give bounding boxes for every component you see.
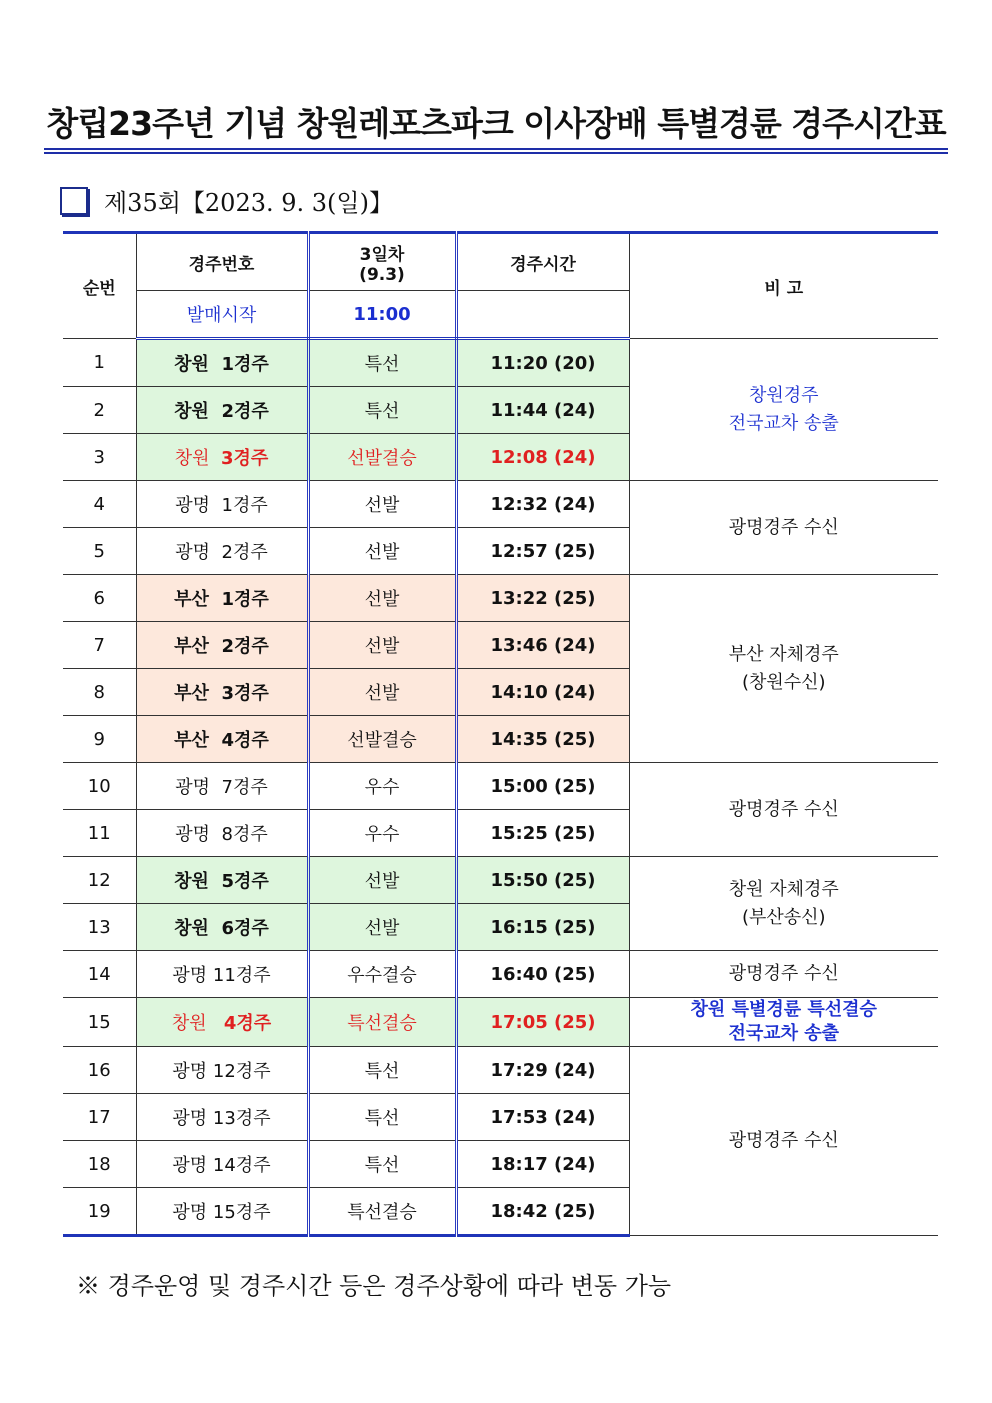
table-header-row <box>63 233 938 291</box>
race-grade: 선발 <box>308 575 456 622</box>
race-grade: 특선결승 <box>308 1188 456 1236</box>
race-grade: 선발 <box>308 528 456 575</box>
race-grade: 우수결승 <box>308 951 456 998</box>
row-number: 12 <box>63 857 136 904</box>
race-time: 12:32 (24) <box>456 481 629 528</box>
row-number: 18 <box>63 1141 136 1188</box>
sale-start-time: 11:00 <box>308 291 456 339</box>
remark-changwon-broadcast: 창원경주 전국교차 송출 <box>629 339 938 481</box>
remark-busan-own: 부산 자체경주 (창원수신) <box>629 575 938 763</box>
race-number: 광명 2경주 <box>136 528 308 575</box>
race-grade: 특선 <box>308 1094 456 1141</box>
race-grade: 선발 <box>308 669 456 716</box>
row-number: 14 <box>63 951 136 998</box>
table-row <box>63 998 938 1047</box>
remark-gwangmyeong-receive: 광명경주 수신 <box>629 481 938 575</box>
race-grade: 선발 <box>308 622 456 669</box>
row-number: 7 <box>63 622 136 669</box>
race-grade: 우수 <box>308 763 456 810</box>
race-time: 14:10 (24) <box>456 669 629 716</box>
race-number: 광명 8경주 <box>136 810 308 857</box>
footer-note: ※ 경주운영 및 경주시간 등은 경주상황에 따라 변동 가능 <box>76 1272 672 1300</box>
race-time: 15:00 (25) <box>456 763 629 810</box>
header-race-time: 경주시간 <box>456 233 629 291</box>
sale-start-empty <box>456 291 629 339</box>
row-number: 15 <box>63 998 136 1047</box>
remark-gwangmyeong-receive: 광명경주 수신 <box>629 951 938 998</box>
remark-gwangmyeong-receive: 광명경주 수신 <box>629 763 938 857</box>
race-time: 16:40 (25) <box>456 951 629 998</box>
race-time: 18:42 (25) <box>456 1188 629 1236</box>
table-row <box>63 1047 938 1094</box>
race-number: 광명 7경주 <box>136 763 308 810</box>
header-race-no: 경주번호 <box>136 233 308 291</box>
sale-start-label: 발매시작 <box>136 291 308 339</box>
race-number: 부산 3경주 <box>136 669 308 716</box>
race-number: 광명 15경주 <box>136 1188 308 1236</box>
race-grade: 특선 <box>308 387 456 434</box>
race-time: 12:57 (25) <box>456 528 629 575</box>
table-row <box>63 481 938 528</box>
row-number: 13 <box>63 904 136 951</box>
race-time: 16:15 (25) <box>456 904 629 951</box>
race-time: 17:53 (24) <box>456 1094 629 1141</box>
race-time: 13:22 (25) <box>456 575 629 622</box>
race-number: 광명 13경주 <box>136 1094 308 1141</box>
race-number: 부산 1경주 <box>136 575 308 622</box>
race-number: 창원 2경주 <box>136 387 308 434</box>
race-time: 12:08 (24) <box>456 434 629 481</box>
race-grade: 선발결승 <box>308 716 456 763</box>
row-number: 1 <box>63 339 136 387</box>
race-grade: 선발 <box>308 857 456 904</box>
race-number: 창원 4경주 <box>136 998 308 1047</box>
row-number: 19 <box>63 1188 136 1236</box>
row-number: 9 <box>63 716 136 763</box>
race-time: 13:46 (24) <box>456 622 629 669</box>
race-time: 11:44 (24) <box>456 387 629 434</box>
race-time: 15:50 (25) <box>456 857 629 904</box>
race-grade: 선발 <box>308 904 456 951</box>
remark-changwon-own: 창원 자체경주 (부산송신) <box>629 857 938 951</box>
row-number: 2 <box>63 387 136 434</box>
race-time: 11:20 (20) <box>456 339 629 387</box>
race-time: 14:35 (25) <box>456 716 629 763</box>
row-number: 5 <box>63 528 136 575</box>
race-time: 17:05 (25) <box>456 998 629 1047</box>
event-subtitle <box>60 183 393 218</box>
race-number: 부산 4경주 <box>136 716 308 763</box>
row-number: 10 <box>63 763 136 810</box>
header-day-line2: (9.3) <box>359 264 405 285</box>
remark-gwangmyeong-receive: 광명경주 수신 <box>629 1047 938 1236</box>
table-row <box>63 575 938 622</box>
subtitle-text: 제35회【2023. 9. 3(일)】 <box>104 189 393 217</box>
race-grade: 특선 <box>308 1047 456 1094</box>
race-number: 창원 6경주 <box>136 904 308 951</box>
header-day-line1: 3일차 <box>359 244 405 265</box>
race-schedule-table <box>63 231 938 1237</box>
race-grade: 선발결승 <box>308 434 456 481</box>
race-grade: 특선 <box>308 339 456 387</box>
race-time: 17:29 (24) <box>456 1047 629 1094</box>
table-row <box>63 339 938 387</box>
race-grade: 선발 <box>308 481 456 528</box>
race-number: 부산 2경주 <box>136 622 308 669</box>
row-number: 8 <box>63 669 136 716</box>
race-time: 18:17 (24) <box>456 1141 629 1188</box>
header-order: 순번 <box>63 233 136 339</box>
page-title: 창립23주년 기념 창원레포츠파크 이사장배 특별경륜 경주시간표 <box>0 98 992 154</box>
race-number: 창원 3경주 <box>136 434 308 481</box>
race-grade: 특선 <box>308 1141 456 1188</box>
race-grade: 우수 <box>308 810 456 857</box>
row-number: 3 <box>63 434 136 481</box>
row-number: 17 <box>63 1094 136 1141</box>
race-time: 15:25 (25) <box>456 810 629 857</box>
race-number: 광명 1경주 <box>136 481 308 528</box>
header-day <box>308 233 456 291</box>
table-row <box>63 857 938 904</box>
row-number: 16 <box>63 1047 136 1094</box>
row-number: 6 <box>63 575 136 622</box>
race-number: 창원 5경주 <box>136 857 308 904</box>
race-number: 광명 14경주 <box>136 1141 308 1188</box>
header-remarks: 비 고 <box>629 233 938 339</box>
race-number: 광명 12경주 <box>136 1047 308 1094</box>
row-number: 4 <box>63 481 136 528</box>
race-number: 광명 11경주 <box>136 951 308 998</box>
remark-special-final-broadcast: 창원 특별경륜 특선결승 전국교차 송출 <box>629 998 938 1047</box>
table-row <box>63 763 938 810</box>
race-number: 창원 1경주 <box>136 339 308 387</box>
race-grade: 특선결승 <box>308 998 456 1047</box>
checkbox-icon <box>60 187 88 215</box>
table-row <box>63 951 938 998</box>
row-number: 11 <box>63 810 136 857</box>
